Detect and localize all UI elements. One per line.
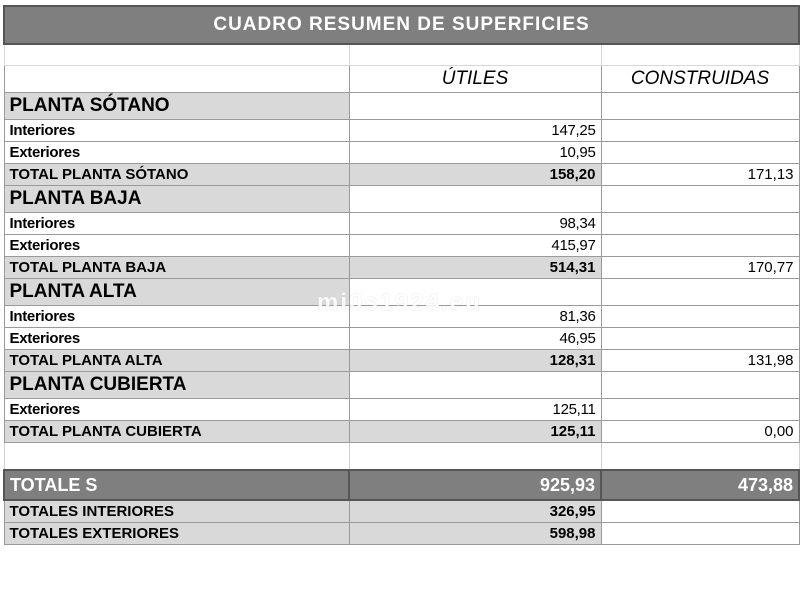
section-header-row bbox=[4, 93, 799, 120]
title-row bbox=[4, 6, 799, 44]
section-total-row bbox=[4, 257, 799, 279]
section-title: PLANTA ALTA bbox=[4, 279, 349, 306]
section-total-row bbox=[4, 164, 799, 186]
spacer-cell bbox=[4, 443, 349, 471]
spacer-row bbox=[4, 443, 799, 471]
section-empty-construidas bbox=[601, 93, 799, 120]
column-header-row bbox=[4, 66, 799, 93]
section-total-utiles: 128,31 bbox=[349, 350, 601, 372]
header-empty-cell bbox=[4, 66, 349, 93]
row-construidas-empty bbox=[601, 235, 799, 257]
row-construidas-empty bbox=[601, 399, 799, 421]
section-empty-utiles bbox=[349, 93, 601, 120]
subtotal-utiles: 598,98 bbox=[349, 523, 601, 545]
section-total-construidas: 131,98 bbox=[601, 350, 799, 372]
subtotal-construidas-empty bbox=[601, 523, 799, 545]
section-total-construidas: 171,13 bbox=[601, 164, 799, 186]
section-total-utiles: 514,31 bbox=[349, 257, 601, 279]
row-label: Exteriores bbox=[4, 399, 349, 421]
surface-summary-sheet bbox=[3, 5, 798, 545]
row-construidas-empty bbox=[601, 213, 799, 235]
surface-summary-table bbox=[3, 5, 800, 545]
row-construidas-empty bbox=[601, 142, 799, 164]
section-total-label: TOTAL PLANTA CUBIERTA bbox=[4, 421, 349, 443]
spacer-cell bbox=[601, 443, 799, 471]
table-title: CUADRO RESUMEN DE SUPERFICIES bbox=[4, 6, 799, 44]
row-utiles-value: 147,25 bbox=[349, 120, 601, 142]
section-total-utiles: 158,20 bbox=[349, 164, 601, 186]
spacer-cell bbox=[349, 443, 601, 471]
row-construidas-empty bbox=[601, 306, 799, 328]
subtotal-utiles: 326,95 bbox=[349, 500, 601, 523]
row-label: Exteriores bbox=[4, 328, 349, 350]
section-total-row bbox=[4, 350, 799, 372]
subtotal-row bbox=[4, 523, 799, 545]
section-total-label: TOTAL PLANTA ALTA bbox=[4, 350, 349, 372]
grand-total-label: TOTALE S bbox=[4, 470, 349, 500]
section-empty-utiles bbox=[349, 186, 601, 213]
watermark-text: mi0s1924.eu bbox=[317, 289, 482, 316]
grand-total-row bbox=[4, 470, 799, 500]
section-total-construidas: 0,00 bbox=[601, 421, 799, 443]
section-title: PLANTA BAJA bbox=[4, 186, 349, 213]
section-total-label: TOTAL PLANTA SÓTANO bbox=[4, 164, 349, 186]
grand-total-construidas: 473,88 bbox=[601, 470, 799, 500]
section-empty-utiles bbox=[349, 279, 601, 306]
table-row bbox=[4, 399, 799, 421]
section-empty-utiles bbox=[349, 372, 601, 399]
row-utiles-value: 46,95 bbox=[349, 328, 601, 350]
section-title: PLANTA SÓTANO bbox=[4, 93, 349, 120]
row-utiles-value: 10,95 bbox=[349, 142, 601, 164]
row-construidas-empty bbox=[601, 328, 799, 350]
section-total-utiles: 125,11 bbox=[349, 421, 601, 443]
row-utiles-value: 98,34 bbox=[349, 213, 601, 235]
row-utiles-value: 415,97 bbox=[349, 235, 601, 257]
subtotal-construidas-empty bbox=[601, 500, 799, 523]
row-utiles-value: 125,11 bbox=[349, 399, 601, 421]
section-total-construidas: 170,77 bbox=[601, 257, 799, 279]
column-header-utiles: ÚTILES bbox=[349, 66, 601, 93]
table-row bbox=[4, 142, 799, 164]
table-row bbox=[4, 328, 799, 350]
row-utiles-value: 81,36 bbox=[349, 306, 601, 328]
table-row bbox=[4, 120, 799, 142]
section-empty-construidas bbox=[601, 186, 799, 213]
column-header-construidas: CONSTRUIDAS bbox=[601, 66, 799, 93]
row-label: Interiores bbox=[4, 306, 349, 328]
section-header-row bbox=[4, 279, 799, 306]
table-row bbox=[4, 213, 799, 235]
section-empty-construidas bbox=[601, 279, 799, 306]
section-empty-construidas bbox=[601, 372, 799, 399]
section-total-label: TOTAL PLANTA BAJA bbox=[4, 257, 349, 279]
section-total-row bbox=[4, 421, 799, 443]
grand-total-utiles: 925,93 bbox=[349, 470, 601, 500]
row-label: Exteriores bbox=[4, 142, 349, 164]
subtotal-row bbox=[4, 500, 799, 523]
row-label: Interiores bbox=[4, 120, 349, 142]
table-row bbox=[4, 235, 799, 257]
blank-row bbox=[4, 44, 799, 66]
table-row bbox=[4, 306, 799, 328]
section-title: PLANTA CUBIERTA bbox=[4, 372, 349, 399]
row-label: Exteriores bbox=[4, 235, 349, 257]
row-construidas-empty bbox=[601, 120, 799, 142]
section-header-row bbox=[4, 372, 799, 399]
subtotal-label: TOTALES EXTERIORES bbox=[4, 523, 349, 545]
section-header-row bbox=[4, 186, 799, 213]
subtotal-label: TOTALES INTERIORES bbox=[4, 500, 349, 523]
row-label: Interiores bbox=[4, 213, 349, 235]
